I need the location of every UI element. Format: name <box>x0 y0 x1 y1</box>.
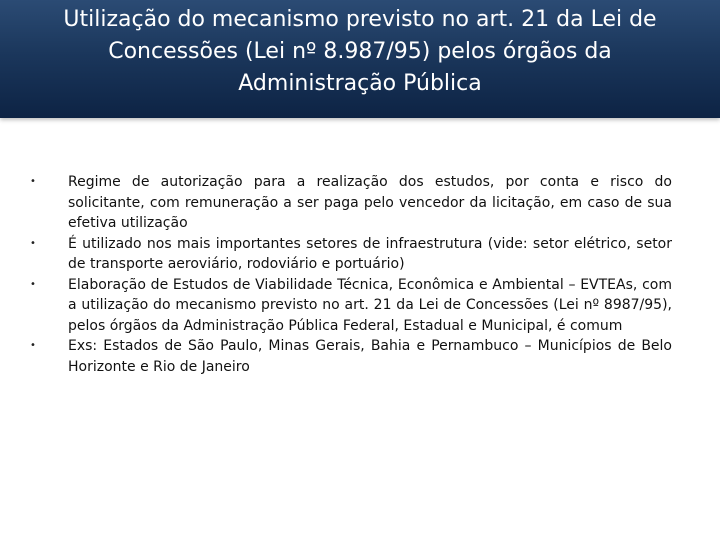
title-bar <box>0 0 720 118</box>
bullet-text-emphasis: autorização <box>160 174 243 190</box>
bullet-item-exemplos <box>30 336 672 377</box>
bullet-list <box>30 172 672 377</box>
bullet-item-autorizacao <box>30 172 672 234</box>
bullet-item-evteas <box>30 275 672 337</box>
slide-title: Utilização do mecanismo previsto no art. 21 da Lei de Concessões (Lei nº 8.987/95) pelos órgãos da Administração Pública <box>63 7 657 96</box>
bullet-text-end: para a realização dos estudos, por conta e risco do solicitante, com remuneração a ser paga pelo vencedor da licitação, em caso de sua efetiva utilização <box>68 174 672 231</box>
bullet-dot-icon: • <box>30 278 36 290</box>
bullet-text: É utilizado nos mais importantes setores de infraestrutura (vide: setor elétrico, setor de transporte aeroviário, rodoviário e portuário) <box>68 235 672 272</box>
bullet-dot-icon: • <box>30 176 36 187</box>
bullet-item-infraestrutura <box>30 234 672 275</box>
bullet-text-start: Regime de <box>68 174 161 190</box>
bullet-text: Elaboração de Estudos de Viabilidade Técnica, Econômica e Ambiental – EVTEAs, com a utilização do mecanismo previsto no art. 21 da Lei de Concessões (Lei nº 8987/95), pelos órgãos da Administração Pública Federal, Estadual e Municipal, é comum <box>68 276 672 334</box>
bullet-dot-icon: • <box>30 340 36 351</box>
bullet-dot-icon: • <box>30 237 36 249</box>
bullet-text: Exs: Estados de São Paulo, Minas Gerais, Bahia e Pernambuco – Municípios de Belo Horizonte e Rio de Janeiro <box>68 338 672 375</box>
